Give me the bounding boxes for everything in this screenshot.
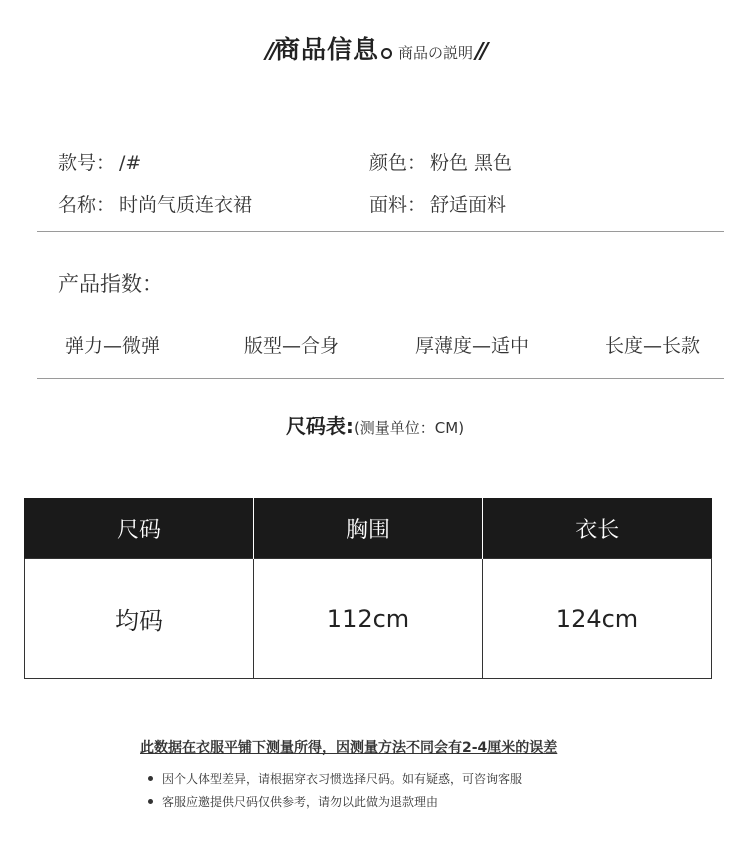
spec-name-label: 名称： — [58, 194, 116, 216]
size-chart-unit: (测量单位：CM) — [353, 419, 465, 437]
list-item — [148, 770, 522, 787]
list-item — [148, 793, 438, 810]
spec-model-value: /# — [119, 152, 142, 174]
slash-decoration-icon: // — [262, 39, 278, 64]
note-text: 因个人体型差异，请根据穿衣习惯选择尺码。如有疑惑，可咨询客服 — [162, 772, 523, 786]
cell-size: 均码 — [25, 559, 254, 679]
index-item-thickness: 厚薄度—适中 — [415, 335, 530, 357]
spec-model-label: 款号： — [58, 152, 116, 174]
cell-length: 124cm — [483, 559, 712, 679]
column-header-length: 衣长 — [483, 498, 712, 559]
spec-color — [369, 148, 512, 175]
cell-chest: 112cm — [254, 559, 483, 679]
bullet-icon — [148, 799, 153, 804]
divider — [37, 378, 724, 379]
column-header-size: 尺码 — [25, 498, 254, 559]
index-title: 产品指数： — [58, 272, 163, 296]
spec-name-value: 时尚气质连衣裙 — [119, 194, 253, 216]
spec-fabric — [369, 190, 506, 217]
bullet-icon — [148, 776, 153, 781]
column-header-chest: 胸围 — [254, 498, 483, 559]
index-item-elasticity: 弹力—微弹 — [65, 335, 161, 357]
spec-fabric-label: 面料： — [369, 194, 427, 216]
page-subtitle: 商品の説明 — [398, 44, 474, 62]
section-title — [0, 30, 750, 66]
index-item-fit: 版型—合身 — [244, 335, 340, 357]
spec-name — [58, 190, 252, 217]
size-chart-heading — [0, 410, 750, 439]
table-row — [25, 559, 712, 679]
index-item-length: 长度—长款 — [605, 335, 701, 357]
divider — [37, 231, 724, 232]
spec-model — [58, 148, 141, 175]
circle-decoration-icon — [381, 48, 392, 59]
notes-heading: 此数据在衣服平铺下测量所得，因测量方法不同会有2-4厘米的误差 — [140, 740, 558, 756]
size-chart-title: 尺码表: — [285, 414, 354, 438]
spec-color-label: 颜色： — [369, 152, 427, 174]
spec-color-value: 粉色 黑色 — [430, 152, 513, 174]
slash-decoration-icon: // — [472, 39, 488, 64]
size-table — [24, 498, 712, 679]
size-table-header-row — [25, 498, 712, 559]
spec-fabric-value: 舒适面料 — [430, 194, 507, 216]
note-text: 客服应邀提供尺码仅供参考，请勿以此做为退款理由 — [162, 795, 439, 809]
page-title: 商品信息 — [274, 35, 379, 64]
